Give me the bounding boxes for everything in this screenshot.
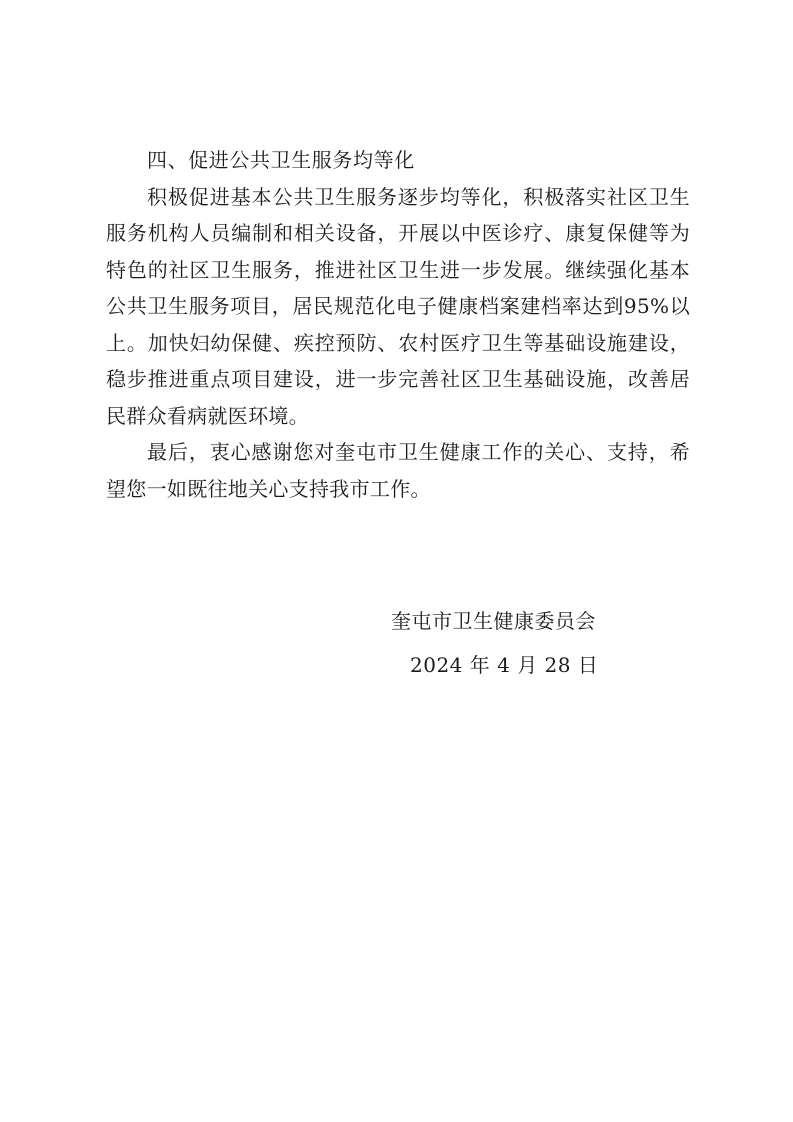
signature-organization: 奎屯市卫生健康委员会 — [391, 609, 596, 633]
closing-paragraph: 最后，衷心感谢您对奎屯市卫生健康工作的关心、支持，希望您一如既往地关心支持我市工作。 — [106, 440, 690, 501]
signature-date: 2024 年 4 月 28 日 — [410, 653, 599, 677]
document-body — [106, 142, 690, 507]
section-heading: 四、促进公共卫生服务均等化 — [147, 148, 415, 172]
body-paragraph: 积极促进基本公共卫生服务逐步均等化，积极落实社区卫生服务机构人员编制和相关设备，开展以中医诊疗、康复保健等为特色的社区卫生服务，推进社区卫生进一步发展。继续强化基本公共卫生服务项目，居民规范化电子健康档案建档率达到95%以上。加快妇幼保健、疾控预防、农村医疗卫生等基础设施建设，稳步推进重点项目建设，进一步完善社区卫生基础设施，改善居民群众看病就医环境。 — [106, 184, 690, 428]
